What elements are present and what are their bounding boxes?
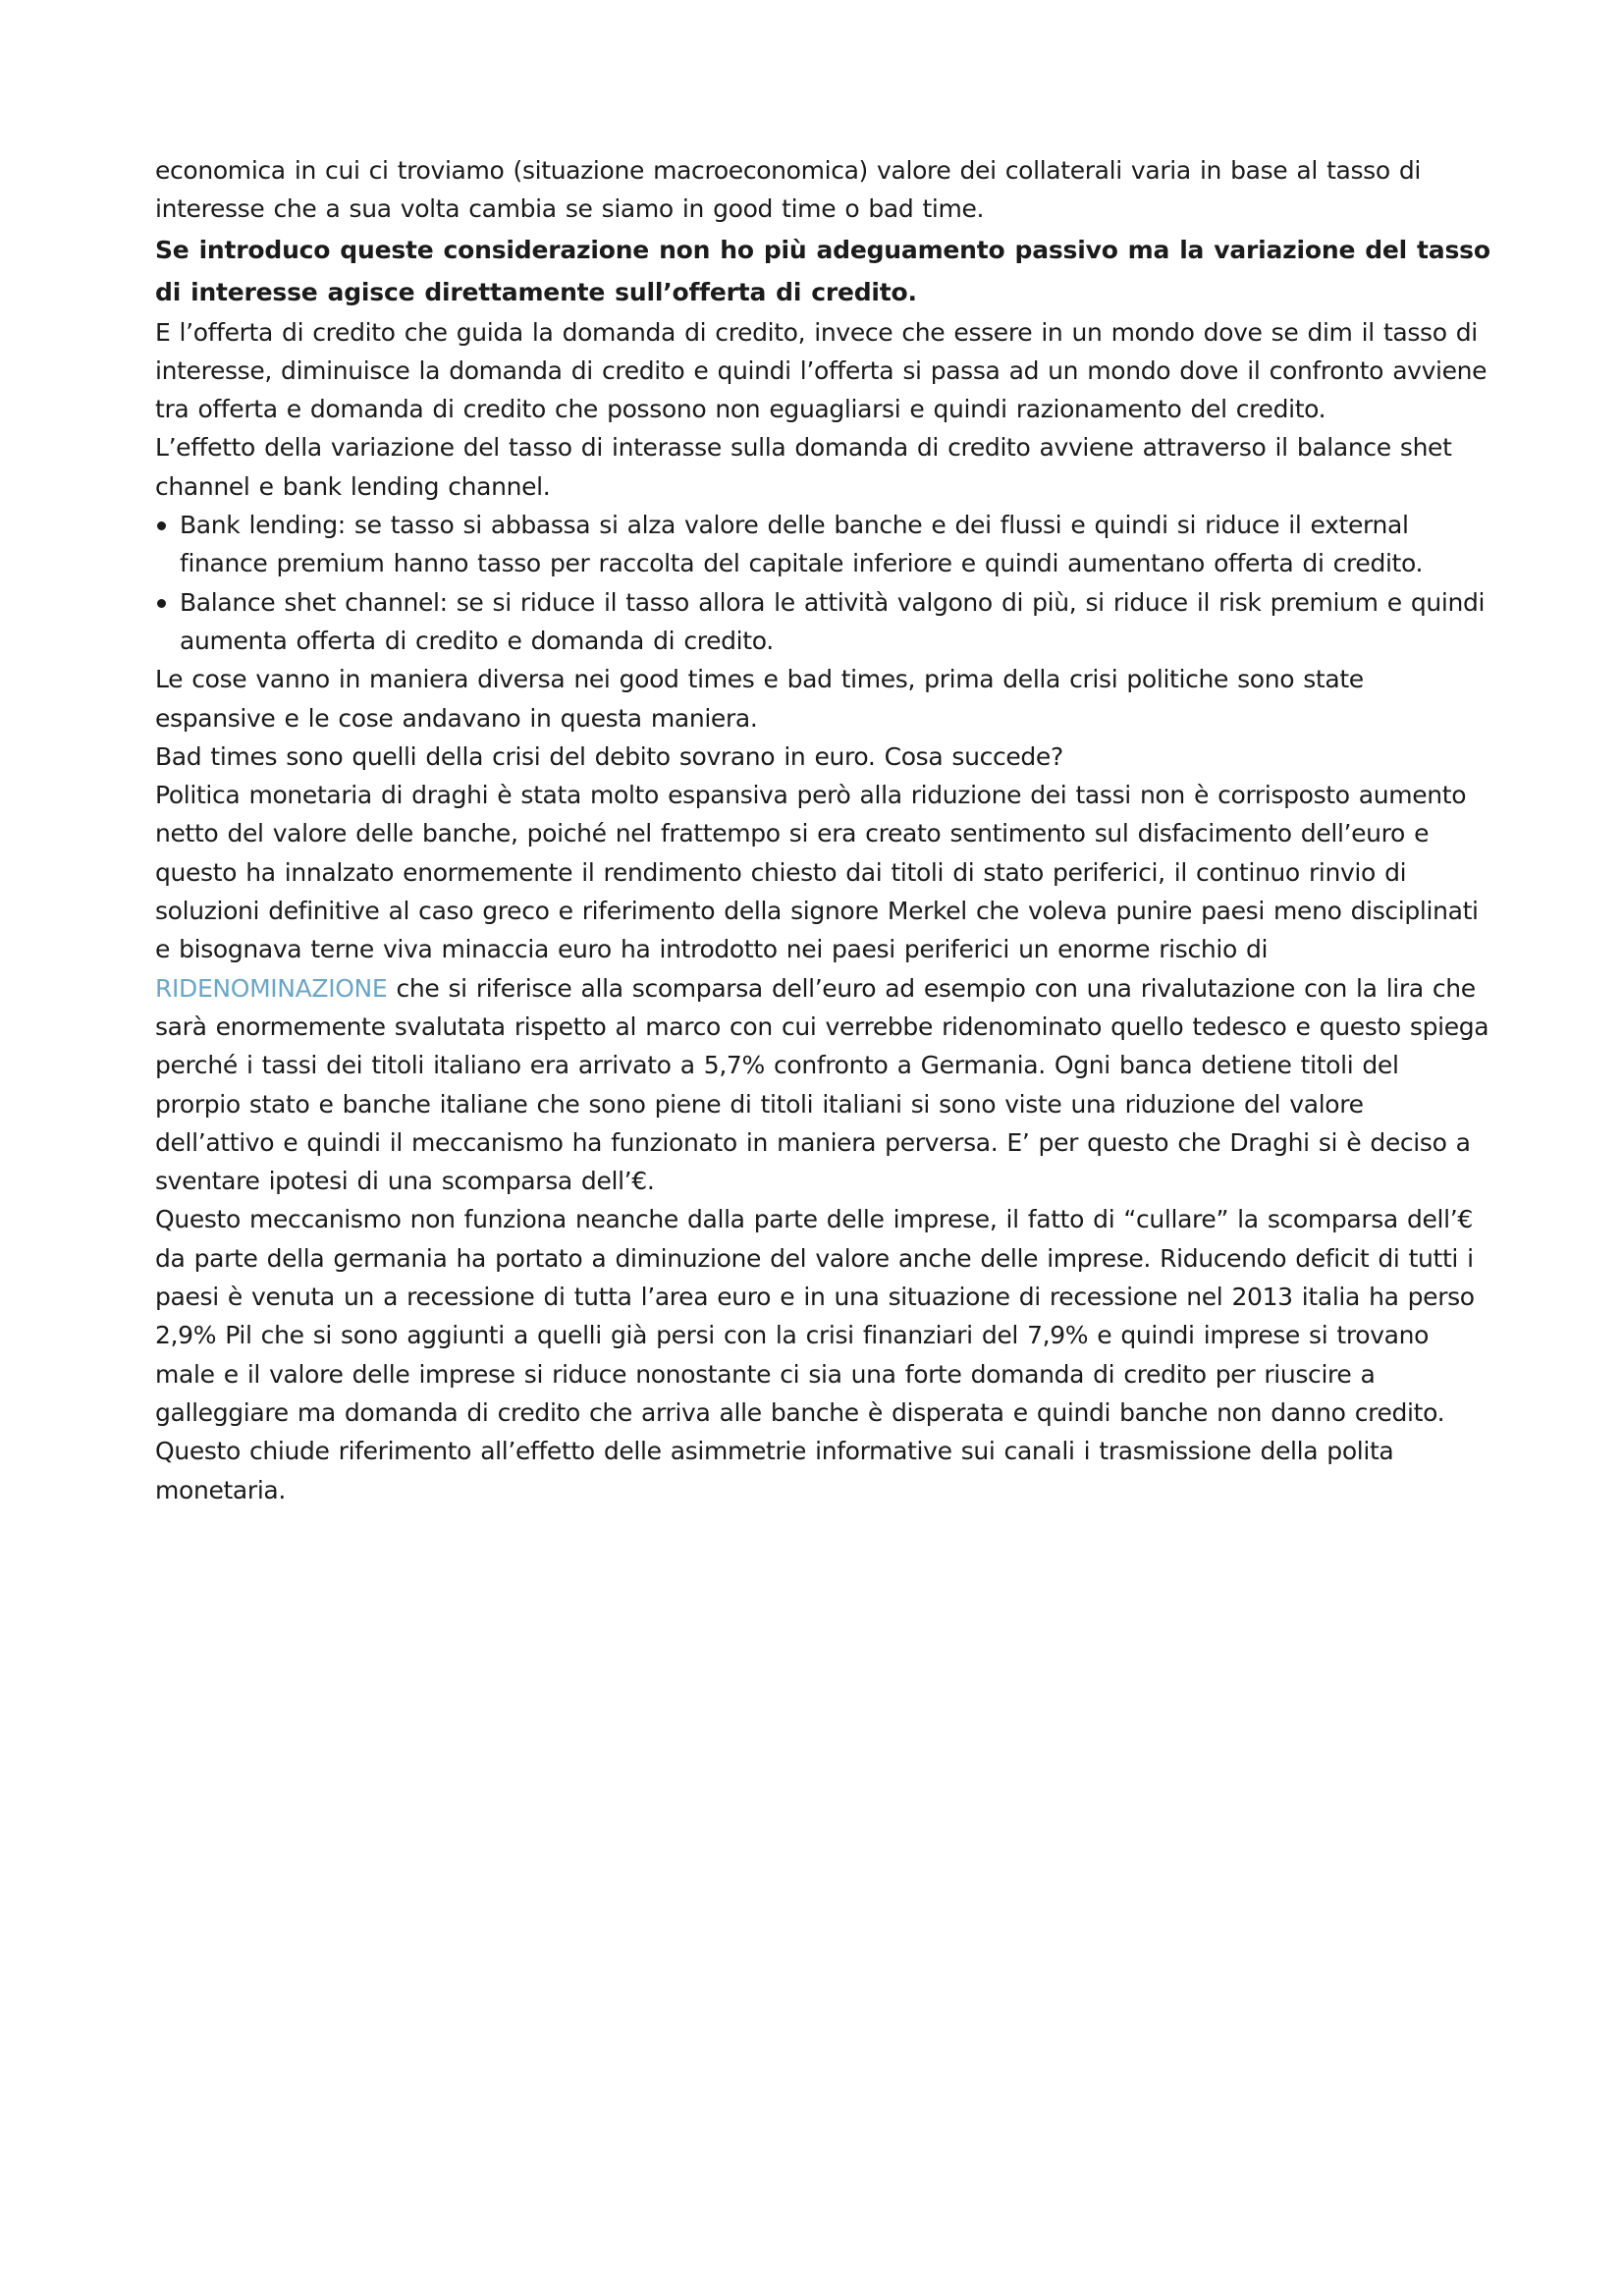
bullet-bank-lending [155,506,1490,583]
text-segment: Politica monetaria di draghi è stata molto espansiva però alla riduzione dei tassi non è corrisposto aumento netto del valore delle banche, poiché nel frattempo si era creato sentimento sul disfacimento dell’euro e questo ha innalzato enormemente il rendimento chiesto dai titoli di stato periferici, il continuo rinvio di soluzioni definitive al caso greco e riferimento della signore Merkel che voleva punire paesi meno disciplinati e bisognava terne viva minaccia euro ha introdotto nei paesi periferici un enorme rischio di [155,781,1479,964]
channel-bullet-list [155,506,1490,660]
bullet-dot-icon [157,521,166,530]
bullet-text: Bank lending: se tasso si abbassa si alza valore delle banche e dei flussi e quindi si riduce il external finance premium hanno tasso per raccolta del capitale inferiore e quindi aumentano offerta di credito. [180,511,1424,578]
paragraph-bold-statement: Se introduco queste considerazione non ho più adeguamento passivo ma la variazione del tasso di interesse agisce direttamente sull’offerta di credito. [155,235,1490,306]
bullet-text: Balance shet channel: se si riduce il tasso allora le attività valgono di più, si riduce il risk premium e quindi aumenta offerta di credito e domanda di credito. [180,587,1486,655]
highlighted-term: RIDENOMINAZIONE [155,973,388,1003]
paragraph-bad-times: Bad times sono quelli della crisi del debito sovrano in euro. Cosa succede? [155,741,1063,771]
paragraph-imprese: Questo meccanismo non funziona neanche dalla parte delle imprese, il fatto di “cullare” la scomparsa dell’€ da parte della germania ha portato a diminuzione del valore anche delle imprese. Riducendo deficit di tutti i paesi è venuta un a recessione di tutta l’area euro e in una situazione di recessione nel 2013 italia ha perso 2,9% Pil che si sono aggiunti a quelli già persi con la crisi finanziari del 7,9% e quindi imprese si trovano male e il valore delle imprese si riduce nonostante ci sia una forte domanda di credito per riuscire a galleggiare ma domanda di credito che arriva alle banche è disperata e quindi banche non danno credito. [155,1205,1475,1427]
paragraph-politica-draghi [155,776,1490,1200]
paragraph-conclusione: Questo chiude riferimento all’effetto delle asimmetrie informative sui canali i trasmissione della polita monetaria. [155,1437,1394,1504]
paragraph-good-bad-times: Le cose vanno in maniera diversa nei good times e bad times, prima della crisi politiche sono state espansive e le cose andavano in questa maniera. [155,665,1364,733]
bullet-balance-sheet [155,583,1490,661]
paragraph-collaterali: economica in cui ci troviamo (situazione macroeconomica) valore dei collaterali varia in base al tasso di interesse che a sua volta cambia se siamo in good time o bad time. [155,156,1422,224]
bullet-dot-icon [157,599,166,608]
paragraph-offerta-credito: E l’offerta di credito che guida la domanda di credito, invece che essere in un mondo dove se dim il tasso di interesse, diminuisce la domanda di credito e quindi l’offerta si passa ad un mondo dove il confronto avviene tra offerta e domanda di credito che possono non eguagliarsi e quindi razionamento del credito. [155,317,1488,424]
document-page [155,151,1490,1509]
text-segment: che si riferisce alla scomparsa dell’euro ad esempio con una rivalutazione con la lira che sarà enormemente svalutata rispetto al marco con cui verrebbe ridenominato quello tedesco e questo spiega perché i tassi dei titoli italiano era arrivato a 5,7% confronto a Germania. Ogni banca detiene titoli del prorpio stato e banche italiane che sono piene di titoli italiani si sono viste una riduzione del valore dell’attivo e quindi il meccanismo ha funzionato in maniera perversa. E’ per questo che Draghi si è deciso a sventare ipotesi di una scomparsa dell’€. [155,973,1489,1196]
paragraph-effetto-variazione: L’effetto della variazione del tasso di interasse sulla domanda di credito avviene attraverso il balance shet channel e bank lending channel. [155,433,1452,501]
